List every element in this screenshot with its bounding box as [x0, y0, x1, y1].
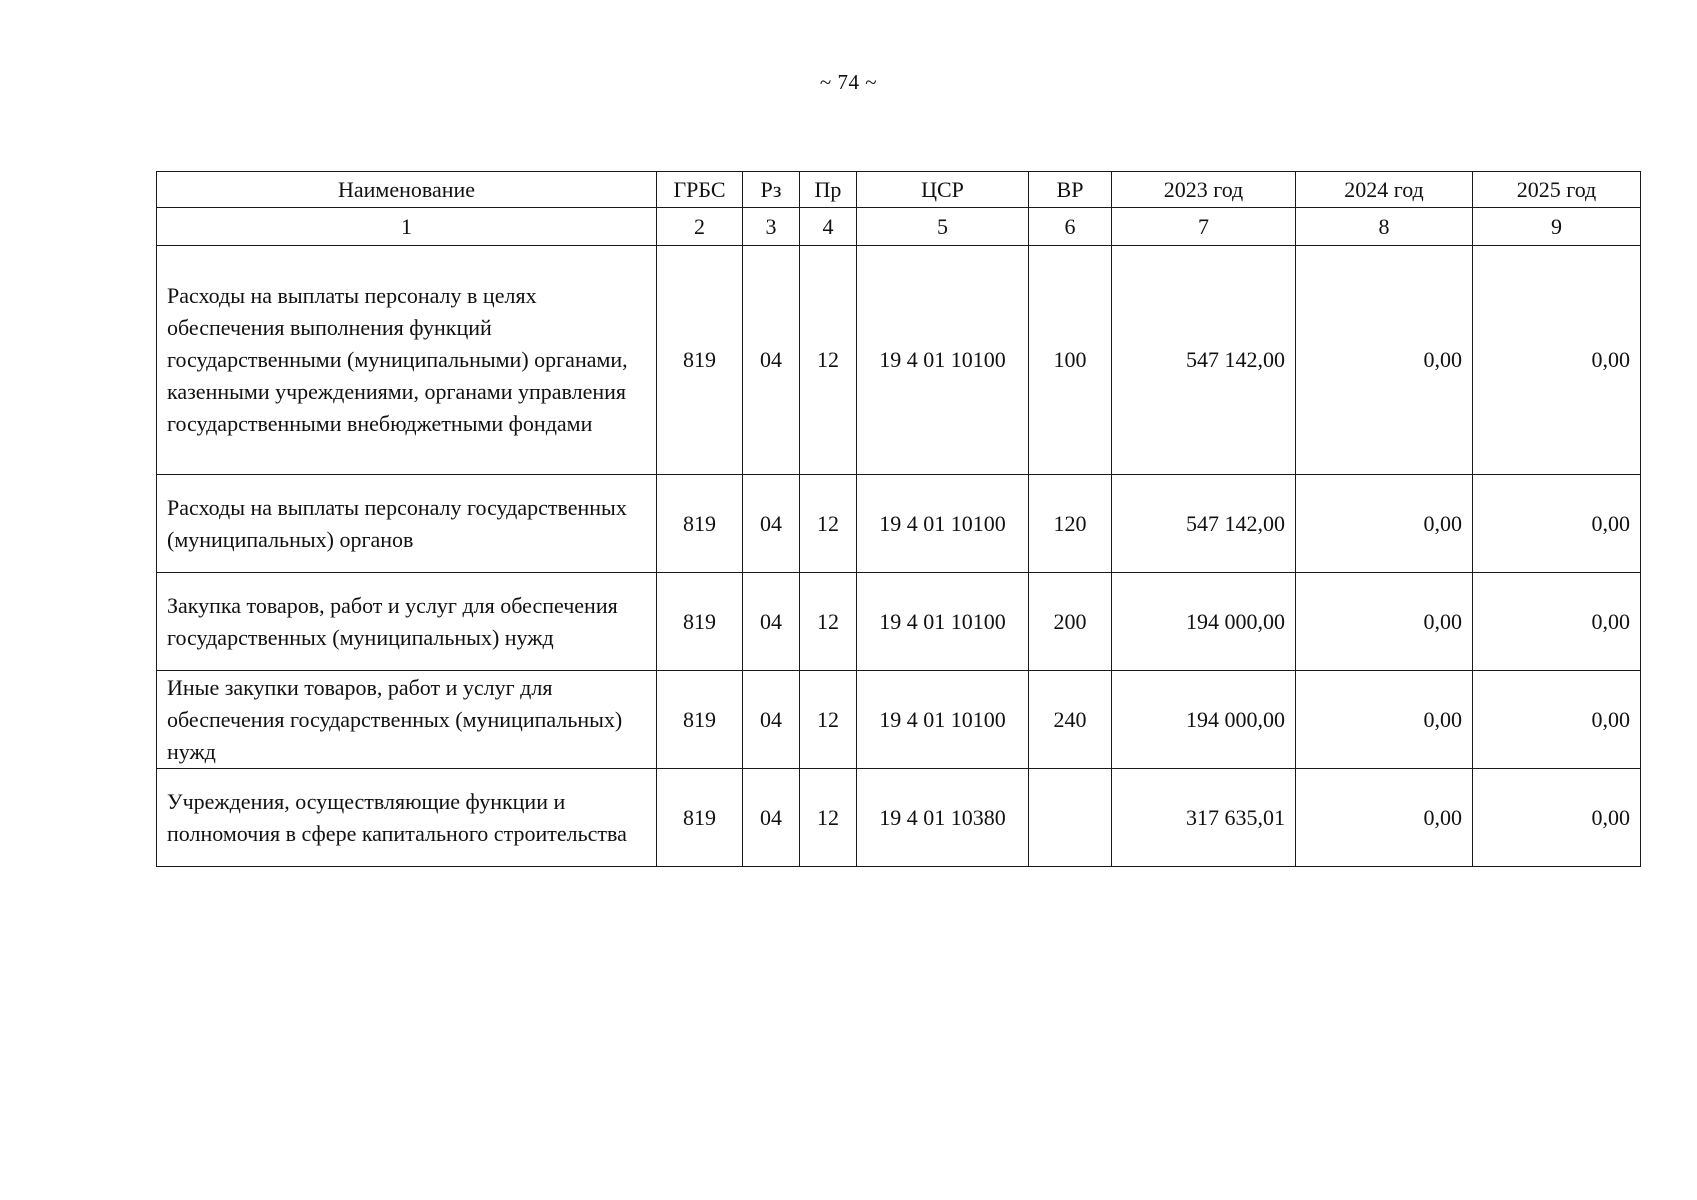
column-number: 7 — [1112, 208, 1296, 246]
cell-2024: 0,00 — [1296, 769, 1473, 867]
header-grbs: ГРБС — [657, 172, 743, 208]
cell-2025: 0,00 — [1473, 671, 1641, 769]
cell-vr — [1029, 769, 1112, 867]
cell-2024: 0,00 — [1296, 671, 1473, 769]
cell-vr: 100 — [1029, 246, 1112, 475]
cell-vr: 240 — [1029, 671, 1112, 769]
header-row — [157, 172, 1641, 208]
table-row — [157, 246, 1641, 475]
cell-rz: 04 — [743, 671, 800, 769]
cell-2023: 317 635,01 — [1112, 769, 1296, 867]
cell-name: Закупка товаров, работ и услуг для обеспечения государственных (муниципальных) нужд — [157, 573, 657, 671]
cell-rz: 04 — [743, 573, 800, 671]
cell-csr: 19 4 01 10100 — [857, 671, 1029, 769]
cell-name: Учреждения, осуществляющие функции и полномочия в сфере капитального строительства — [157, 769, 657, 867]
header-pr: Пр — [800, 172, 857, 208]
column-number: 2 — [657, 208, 743, 246]
cell-vr: 120 — [1029, 475, 1112, 573]
cell-pr: 12 — [800, 573, 857, 671]
cell-csr: 19 4 01 10100 — [857, 573, 1029, 671]
table-row — [157, 475, 1641, 573]
cell-grbs: 819 — [657, 246, 743, 475]
cell-grbs: 819 — [657, 671, 743, 769]
header-vr: ВР — [1029, 172, 1112, 208]
cell-2023: 547 142,00 — [1112, 246, 1296, 475]
page-number: ~ 74 ~ — [819, 70, 878, 94]
cell-csr: 19 4 01 10100 — [857, 475, 1029, 573]
cell-2023: 194 000,00 — [1112, 573, 1296, 671]
cell-pr: 12 — [800, 475, 857, 573]
cell-2025: 0,00 — [1473, 769, 1641, 867]
cell-grbs: 819 — [657, 769, 743, 867]
cell-2025: 0,00 — [1473, 246, 1641, 475]
cell-rz: 04 — [743, 475, 800, 573]
cell-csr: 19 4 01 10100 — [857, 246, 1029, 475]
header-2023: 2023 год — [1112, 172, 1296, 208]
cell-grbs: 819 — [657, 475, 743, 573]
cell-rz: 04 — [743, 769, 800, 867]
column-number: 3 — [743, 208, 800, 246]
header-2024: 2024 год — [1296, 172, 1473, 208]
cell-2024: 0,00 — [1296, 246, 1473, 475]
cell-pr: 12 — [800, 671, 857, 769]
cell-2024: 0,00 — [1296, 573, 1473, 671]
cell-name: Расходы на выплаты персоналу государственных (муниципальных) органов — [157, 475, 657, 573]
cell-rz: 04 — [743, 246, 800, 475]
cell-2025: 0,00 — [1473, 573, 1641, 671]
column-number: 9 — [1473, 208, 1641, 246]
cell-vr: 200 — [1029, 573, 1112, 671]
cell-grbs: 819 — [657, 573, 743, 671]
header-csr: ЦСР — [857, 172, 1029, 208]
cell-2025: 0,00 — [1473, 475, 1641, 573]
header-name: Наименование — [157, 172, 657, 208]
budget-table — [156, 171, 1641, 867]
column-number: 6 — [1029, 208, 1112, 246]
cell-2023: 547 142,00 — [1112, 475, 1296, 573]
table-row — [157, 573, 1641, 671]
cell-2024: 0,00 — [1296, 475, 1473, 573]
cell-pr: 12 — [800, 246, 857, 475]
column-number: 4 — [800, 208, 857, 246]
cell-2023: 194 000,00 — [1112, 671, 1296, 769]
cell-name: Иные закупки товаров, работ и услуг для обеспечения государственных (муниципальных) нужд — [157, 671, 657, 769]
cell-csr: 19 4 01 10380 — [857, 769, 1029, 867]
column-number-row — [157, 208, 1641, 246]
column-number: 1 — [157, 208, 657, 246]
header-2025: 2025 год — [1473, 172, 1641, 208]
cell-pr: 12 — [800, 769, 857, 867]
cell-name: Расходы на выплаты персоналу в целях обеспечения выполнения функций государственными (муниципальными) органами, казенными учреждениями, органами управления государственными внебюджетными фондами — [157, 246, 657, 475]
column-number: 8 — [1296, 208, 1473, 246]
table-row — [157, 671, 1641, 769]
column-number: 5 — [857, 208, 1029, 246]
header-rz: Рз — [743, 172, 800, 208]
table-row — [157, 769, 1641, 867]
